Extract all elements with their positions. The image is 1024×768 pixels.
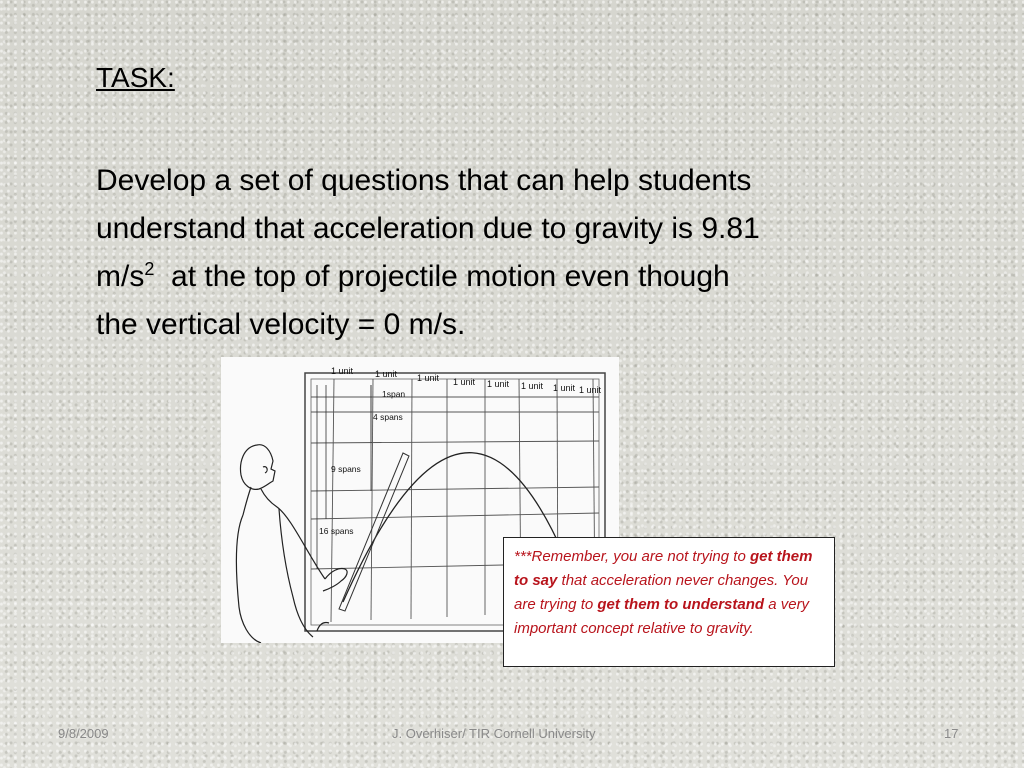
- footer-date: 9/8/2009: [58, 726, 109, 741]
- span-label: 9 spans: [331, 464, 361, 474]
- task-description: [96, 157, 926, 349]
- unit-label: 1 unit: [453, 377, 476, 387]
- span-label: 4 spans: [373, 412, 403, 422]
- reminder-note: [503, 537, 835, 667]
- exponent-superscript: 2: [144, 259, 155, 279]
- unit-label: 1 unit: [375, 369, 398, 379]
- task-line-2: understand that acceleration due to gravity is 9.81: [96, 212, 760, 245]
- note-text-1: ***Remember, you are not trying to: [514, 548, 750, 565]
- footer-author: J. Overhiser/ TIR Cornell University: [392, 726, 596, 741]
- note-text-3: a very important concept relative to gravity.: [514, 596, 810, 637]
- unit-label: 1 unit: [521, 381, 544, 391]
- span-label: 1span: [382, 389, 406, 399]
- note-text-2: that acceleration never changes. You are trying to: [514, 572, 809, 613]
- unit-label: 1 unit: [579, 385, 602, 395]
- task-line-1: Develop a set of questions that can help students: [96, 164, 752, 197]
- unit-label: 1 unit: [553, 383, 576, 393]
- unit-label: 1 unit: [331, 366, 354, 376]
- note-emphasis-understand: get them to understand: [597, 596, 765, 613]
- note-emphasis-say: get them to say: [514, 548, 813, 589]
- span-label: 16 spans: [319, 526, 354, 536]
- unit-label: 1 unit: [487, 379, 510, 389]
- task-heading: TASK:: [96, 62, 175, 93]
- person-figure: [236, 445, 347, 643]
- task-line-3a: m/s: [96, 260, 145, 293]
- span-arrows: [317, 385, 371, 569]
- task-line-4: the vertical velocity = 0 m/s.: [96, 308, 466, 341]
- page-number: 17: [944, 726, 959, 741]
- unit-label: 1 unit: [417, 373, 440, 383]
- task-line-3b: at the top of projectile motion even though: [171, 260, 730, 293]
